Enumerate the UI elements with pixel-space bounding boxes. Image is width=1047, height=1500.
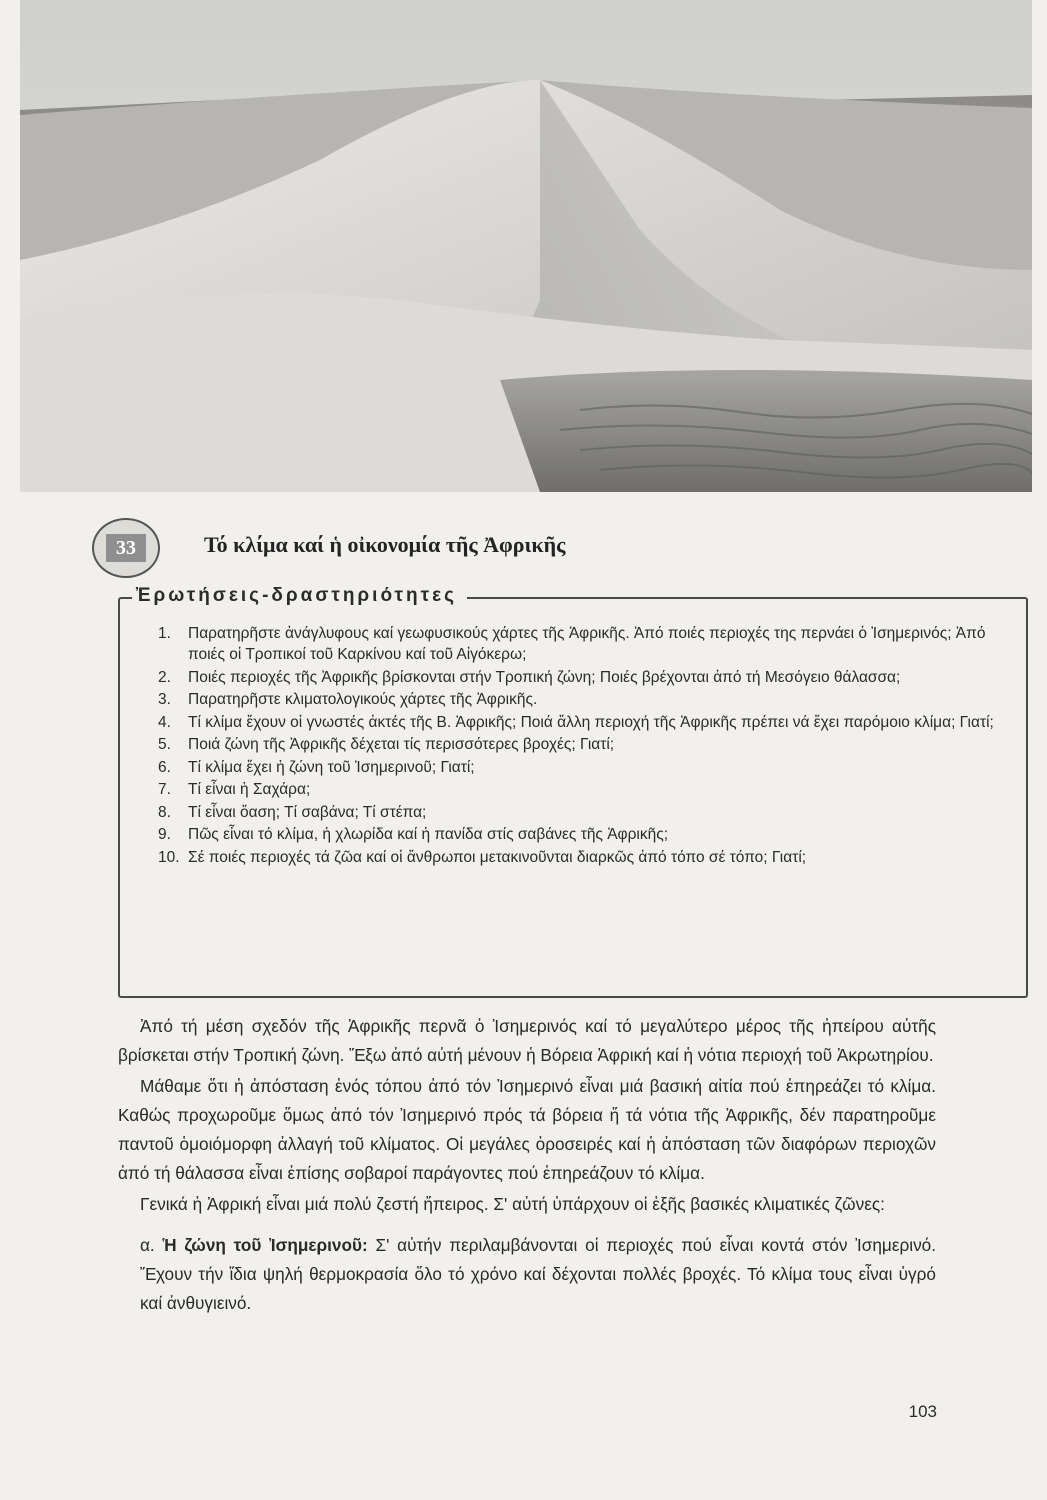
question-number: 2. [158, 668, 171, 686]
question-item [158, 712, 1008, 733]
question-item [158, 734, 1008, 755]
question-item [158, 667, 1008, 688]
question-number: 8. [158, 803, 171, 821]
question-text: Τί εἶναι ὄαση; Τί σαβάνα; Τί στέπα; [188, 803, 427, 821]
question-text: Τί εἶναι ἡ Σαχάρα; [188, 781, 311, 798]
question-number: 6. [158, 758, 171, 776]
question-text: Πῶς εἶναι τό κλίμα, ἡ χλωρίδα καί ἡ πανίδα στίς σαβάνες τῆς Ἀφρικῆς; [188, 826, 669, 843]
lesson-number-badge [92, 518, 160, 578]
question-item [158, 623, 1008, 665]
question-item [158, 824, 1008, 845]
question-number: 7. [158, 781, 171, 798]
activities-box [118, 585, 1028, 998]
question-text: Παρατηρῆστε κλιματολογικούς χάρτες τῆς Ἀφρικῆς. [188, 691, 538, 708]
lesson-number: 33 [106, 534, 146, 562]
activities-heading: Ἐρωτήσεις-δραστηριότητες [132, 585, 467, 607]
dunes-illustration [20, 0, 1032, 492]
question-text: Ποιές περιοχές τῆς Ἀφρικῆς βρίσκονται στήν Τροπική ζώνη; Ποιές βρέχονται ἀπό τή Μεσόγειο θάλασσα; [188, 668, 901, 686]
question-number: 1. [158, 625, 171, 642]
question-item [158, 779, 1008, 800]
question-number: 5. [158, 736, 171, 753]
question-item [158, 689, 1008, 710]
question-text: Τί κλίμα ἔχουν οἱ γνωστές ἀκτές τῆς Β. Ἀφρικῆς; Ποιά ἄλλη περιοχή τῆς Ἀφρικῆς πρέπει νά ἔχει παρόμοιο κλίμα; Γιατί; [188, 713, 994, 731]
question-item [158, 802, 1008, 823]
question-list [158, 623, 1008, 869]
question-number: 4. [158, 713, 171, 731]
question-text: Παρατηρῆστε ἀνάγλυφους καί γεωφυσικούς χάρτες τῆς Ἀφρικῆς. Ἀπό ποιές περιοχές της περνάει ὁ Ἰσημερινός; Ἀπό ποιές οἱ Τροπικοί τοῦ Καρκίνου καί τοῦ Αἰγόκερω; [188, 625, 986, 663]
question-text: Ποιά ζώνη τῆς Ἀφρικῆς δέχεται τίς περισσότερες βροχές; Γιατί; [188, 736, 615, 753]
climate-zone-item-a [118, 1231, 936, 1318]
paragraph-1: Ἀπό τή μέση σχεδόν τῆς Ἀφρικῆς περνᾶ ὁ Ἰσημερινός καί τό μεγαλύτερο μέρος τῆς ἠπείρου αὐτῆς βρίσκεται στήν Τροπική ζώνη. Ἔξω ἀπό αὐτή μένουν ἡ Βόρεια Ἀφρική καί ἡ νότια περιοχή τοῦ Ἀκρωτηρίου. [118, 1016, 936, 1065]
foreground-ripples [500, 370, 1032, 492]
question-item [158, 757, 1008, 778]
question-item [158, 847, 1008, 868]
paragraph-2: Μάθαμε ὅτι ἡ ἀπόσταση ἑνός τόπου ἀπό τόν Ἰσημερινό εἶναι μιά βασική αἰτία πού ἐπηρεάζει τό κλίμα. Καθώς προχωροῦμε ὅμως ἀπό τόν Ἰσημερινό πρός τά βόρεια ἤ τά νότια τῆς Ἀφρικῆς, δέν παρατηροῦμε παντοῦ ὁμοιόμορφη ἀλλαγή τοῦ κλίματος. Οἱ μεγάλες ὀροσειρές καί ἡ ἀπόσταση τῶν διαφόρων περιοχῶν ἀπό τή θάλασσα εἶναι ἐπίσης σοβαροί παράγοντες πού ἐπηρεάζουν τό κλίμα. [118, 1076, 936, 1183]
equator-zone-text: Σ' αὐτήν περιλαμβάνονται οἱ περιοχές πού εἶναι κοντά στόν Ἰσημερινό. Ἔχουν τήν ἴδια ψηλή θερμοκρασία ὅλο τό χρόνο καί δέχονται πολλές βροχές. Τό κλίμα τους εἶναι ὑγρό καί ἀνθυγιεινό. [140, 1235, 937, 1313]
question-number: 10. [158, 848, 180, 866]
question-number: 9. [158, 826, 171, 843]
question-number: 3. [158, 691, 171, 708]
lesson-title: Τό κλίμα καί ἡ οἰκονομία τῆς Ἀφρικῆς [204, 532, 566, 557]
page-number: 103 [908, 1402, 937, 1421]
question-text: Σέ ποιές περιοχές τά ζῶα καί οἱ ἄνθρωποι μετακινοῦνται διαρκῶς ἀπό τόπο σέ τόπο; Γιατί; [188, 848, 807, 866]
main-text [118, 1012, 936, 1320]
lesson-header [92, 512, 792, 582]
paragraph-3: Γενικά ἡ Ἀφρική εἶναι μιά πολύ ζεστή ἤπειρος. Σ' αὐτή ὑπάρχουν οἱ ἑξῆς βασικές κλιματικές ζῶνες: [140, 1194, 885, 1214]
question-text: Τί κλίμα ἔχει ἡ ζώνη τοῦ Ἰσημερινοῦ; Γιατί; [188, 758, 475, 776]
desert-dunes-photo [20, 0, 1032, 492]
item-marker: α. [140, 1235, 155, 1255]
equator-zone-label: Ἡ ζώνη τοῦ Ἰσημερινοῦ: [162, 1235, 368, 1255]
